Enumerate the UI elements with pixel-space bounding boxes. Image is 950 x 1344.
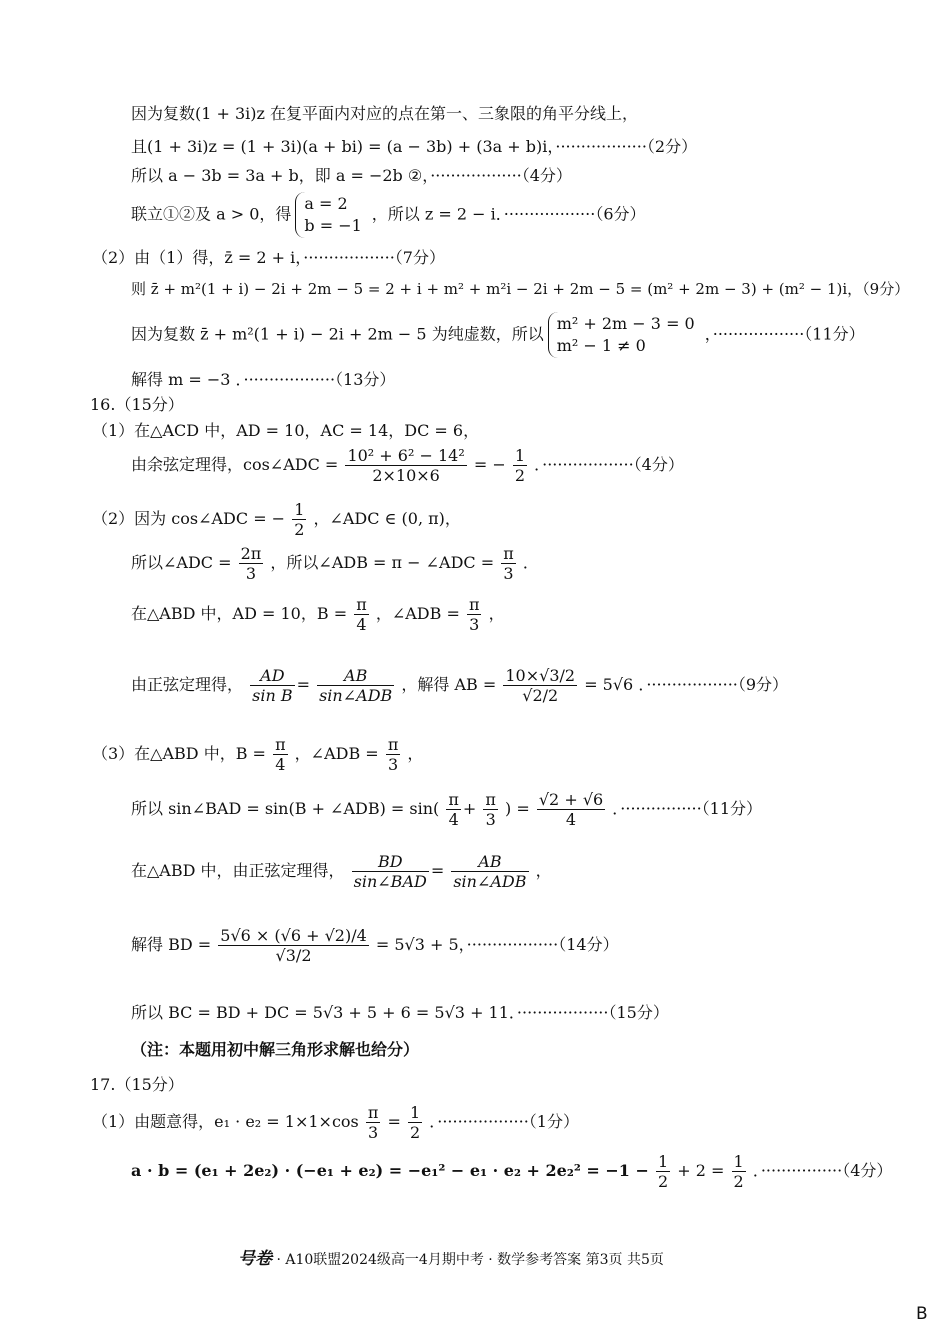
- numerator: 1: [514, 446, 526, 465]
- fraction: [537, 790, 605, 829]
- text: ．··················（1分）: [429, 1112, 579, 1131]
- line-8: 解得 m = −3 ．··················（13分）: [131, 370, 396, 389]
- numerator: AB: [451, 852, 528, 872]
- p16-line-4: [131, 544, 539, 583]
- text: ，: [535, 861, 552, 880]
- text: ．··················（4分）: [534, 455, 684, 474]
- denominator: 3: [503, 564, 514, 583]
- numerator: π: [485, 790, 496, 809]
- numerator: √2 + √6: [538, 790, 604, 809]
- fraction: [250, 666, 294, 705]
- fraction: [345, 446, 466, 485]
- numerator: 10×√3/2: [505, 666, 576, 685]
- line-4-post: ，所以 z = 2 − i．··················（6分）: [371, 204, 646, 224]
- numerator: 2π: [240, 544, 262, 563]
- denominator: 3: [245, 564, 257, 583]
- problem-17-heading: 17.（15分）: [90, 1075, 184, 1094]
- fraction: [501, 544, 516, 583]
- system-eq-1: a = 2: [304, 194, 348, 213]
- text: （1）由题意得，e₁ · e₂ = 1×1×cos: [92, 1112, 359, 1131]
- text: ，: [407, 744, 424, 763]
- p16-line-3: [92, 500, 461, 539]
- text: 由余弦定理得，cos∠ADC =: [131, 455, 339, 474]
- problem-16-heading: 16.（15分）: [90, 395, 184, 414]
- numerator: AB: [317, 666, 394, 686]
- fraction: [503, 666, 577, 705]
- corner-mark: B: [916, 1304, 928, 1324]
- fraction: [656, 1152, 670, 1191]
- p16-line-1: （1）在△ACD 中，AD = 10，AC = 14，DC = 6，: [92, 421, 480, 440]
- fraction: [354, 595, 369, 634]
- p16-line-11: 所以 BC = BD + DC = 5√3 + 5 + 6 = 5√3 + 11．··················（15分）: [131, 1003, 669, 1022]
- text: ．················（11分）: [612, 799, 763, 818]
- numerator: BD: [352, 852, 429, 872]
- p17-line-2: [131, 1152, 892, 1191]
- fraction: [408, 1103, 422, 1142]
- fraction: [467, 595, 482, 634]
- text: ，: [488, 604, 505, 623]
- text: =: [387, 1112, 401, 1131]
- denominator: 3: [485, 810, 496, 829]
- text: = 5√3 + 5，··················（14分）: [375, 935, 619, 954]
- line-7-post: ，··················（11分）: [704, 324, 865, 344]
- brand-logo: 号卷: [238, 1249, 272, 1269]
- p16-line-8: 所以 sin∠BAD = sin(B + ∠ADB) = sin( $\frac{\pi}{4}$ + $\frac{\pi}{3}$ ) = $\frac{√2 + √6}{4}$ ．················（11分）: [131, 790, 763, 829]
- text: = −: [473, 455, 506, 474]
- line-4: [131, 192, 646, 238]
- denominator: sin∠ADB: [453, 872, 527, 891]
- fraction: [451, 852, 528, 891]
- text: 解得 BD =: [131, 935, 212, 954]
- fraction: [732, 1152, 746, 1191]
- fraction: [273, 735, 288, 774]
- line-3: 所以 a − 3b = 3a + b，即 a = −2b ②，··················（4分）: [131, 166, 572, 185]
- numerator: π: [367, 1103, 379, 1122]
- line-4-pre: 联立①②及 a > 0，得: [131, 204, 292, 224]
- denominator: 3: [368, 1123, 379, 1142]
- denominator: 4: [275, 755, 286, 774]
- line-2: 且(1 + 3i)z = (1 + 3i)(a + bi) = (a − 3b) + (3a + b)i，··················（2分）: [131, 137, 698, 156]
- line-5: （2）由（1）得，z̄ = 2 + i，··················（7分）: [92, 248, 445, 267]
- denominator: 2: [514, 466, 526, 485]
- fraction: [352, 852, 429, 891]
- denominator: sin∠ADB: [319, 686, 393, 705]
- fraction: [483, 790, 498, 829]
- denominator: 4: [448, 810, 459, 829]
- text: ，所以∠ADB = π − ∠ADC =: [270, 553, 495, 572]
- system-eq-2: b = −1: [304, 216, 362, 235]
- line-6: 则 z̄ + m²(1 + i) − 2i + 2m − 5 = 2 + i + m² + m²i − 2i + 2m − 5 = (m² + 2m − 3) + (m² − 1)i，（9分）: [131, 280, 910, 298]
- text: ．: [522, 553, 539, 572]
- numerator: 5√6 × (√6 + √2)/4: [220, 926, 367, 945]
- text: 由正弦定理得，: [131, 675, 244, 694]
- numerator: 1: [733, 1152, 744, 1171]
- p16-line-6: 由正弦定理得， $\frac{AD}{\text{sin B}}$ = AB sin∠ADB ，解得 AB = $\frac{10\times√3/2}{√2/2}$ = 5√6 ．··················（9分）: [131, 666, 789, 705]
- text: （2）因为 cos∠ADC = −: [92, 509, 286, 528]
- text: + 2 =: [677, 1161, 725, 1180]
- text: = 5√6 ．··················（9分）: [584, 675, 789, 694]
- numerator: π: [356, 595, 367, 614]
- p16-line-7: [92, 735, 423, 774]
- p17-line-1: [92, 1103, 579, 1142]
- denominator: 2: [658, 1172, 669, 1191]
- fraction: [513, 446, 527, 485]
- text: ，∠ADB =: [294, 744, 379, 763]
- p16-line-5: [131, 595, 505, 634]
- fraction: [366, 1103, 381, 1142]
- numerator: AD: [250, 666, 294, 686]
- text: ) =: [505, 799, 530, 818]
- system-eq-2: m² − 1 ≠ 0: [556, 336, 646, 355]
- denominator: 3: [387, 755, 399, 774]
- denominator: 2: [294, 520, 305, 539]
- text: 在△ABD 中，由正弦定理得，: [131, 861, 345, 880]
- denominator: √2/2: [522, 686, 559, 705]
- p16-line-9: 在△ABD 中，由正弦定理得， BD sin∠BAD = AB sin∠ADB ，: [131, 852, 552, 891]
- denominator: 2×10×6: [372, 466, 440, 485]
- fraction: [292, 500, 306, 539]
- denominator: 2: [409, 1123, 421, 1142]
- fraction: [386, 735, 401, 774]
- text: ，解得 AB =: [401, 675, 497, 694]
- system-eq-1: m² + 2m − 3 = 0: [556, 314, 695, 333]
- fraction: [446, 790, 461, 829]
- denominator: 4: [565, 810, 577, 829]
- numerator: 1: [658, 1152, 669, 1171]
- footer-text: · A10联盟2024级高一4月期中考 · 数学参考答案 第3页 共5页: [276, 1252, 664, 1268]
- equation-system: [295, 192, 367, 238]
- numerator: π: [468, 595, 480, 614]
- numerator: 10² + 6² − 14²: [347, 446, 465, 465]
- equation-system: [548, 312, 701, 358]
- denominator: sin B: [252, 686, 293, 705]
- line-1: 因为复数(1 + 3i)z 在复平面内对应的点在第一、三象限的角平分线上，: [131, 104, 639, 123]
- denominator: 3: [469, 615, 480, 634]
- text: a · b = (e₁ + 2e₂) · (−e₁ + e₂) = −e₁² − e₁ · e₂ + 2e₂² = −1 −: [131, 1161, 649, 1180]
- text: 在△ABD 中，AD = 10，B =: [131, 604, 348, 623]
- text: ．················（4分）: [752, 1161, 893, 1180]
- numerator: 1: [409, 1103, 421, 1122]
- p16-line-10: [131, 926, 619, 965]
- fraction: [218, 926, 369, 965]
- text: ，∠ADB =: [375, 604, 460, 623]
- p16-line-2: [131, 446, 684, 485]
- denominator: sin∠BAD: [353, 872, 427, 891]
- text: 所以 sin∠BAD = sin(B + ∠ADB) = sin(: [131, 799, 440, 818]
- numerator: π: [503, 544, 514, 563]
- text: 所以∠ADC =: [131, 553, 232, 572]
- numerator: 1: [294, 500, 305, 519]
- page-footer: [238, 1244, 664, 1269]
- fraction: [239, 544, 264, 583]
- numerator: π: [448, 790, 459, 809]
- text: ，∠ADC ∈ (0, π)，: [313, 509, 461, 528]
- line-7: [131, 312, 865, 358]
- denominator: √3/2: [275, 946, 312, 965]
- denominator: 2: [733, 1172, 744, 1191]
- note: （注：本题用初中解三角形求解也给分）: [131, 1040, 420, 1059]
- text: （3）在△ABD 中，B =: [92, 744, 266, 763]
- line-7-pre: 因为复数 z̄ + m²(1 + i) − 2i + 2m − 5 为纯虚数，所以: [131, 324, 544, 344]
- denominator: 4: [356, 615, 367, 634]
- numerator: π: [275, 735, 286, 754]
- numerator: π: [387, 735, 399, 754]
- fraction: [317, 666, 394, 705]
